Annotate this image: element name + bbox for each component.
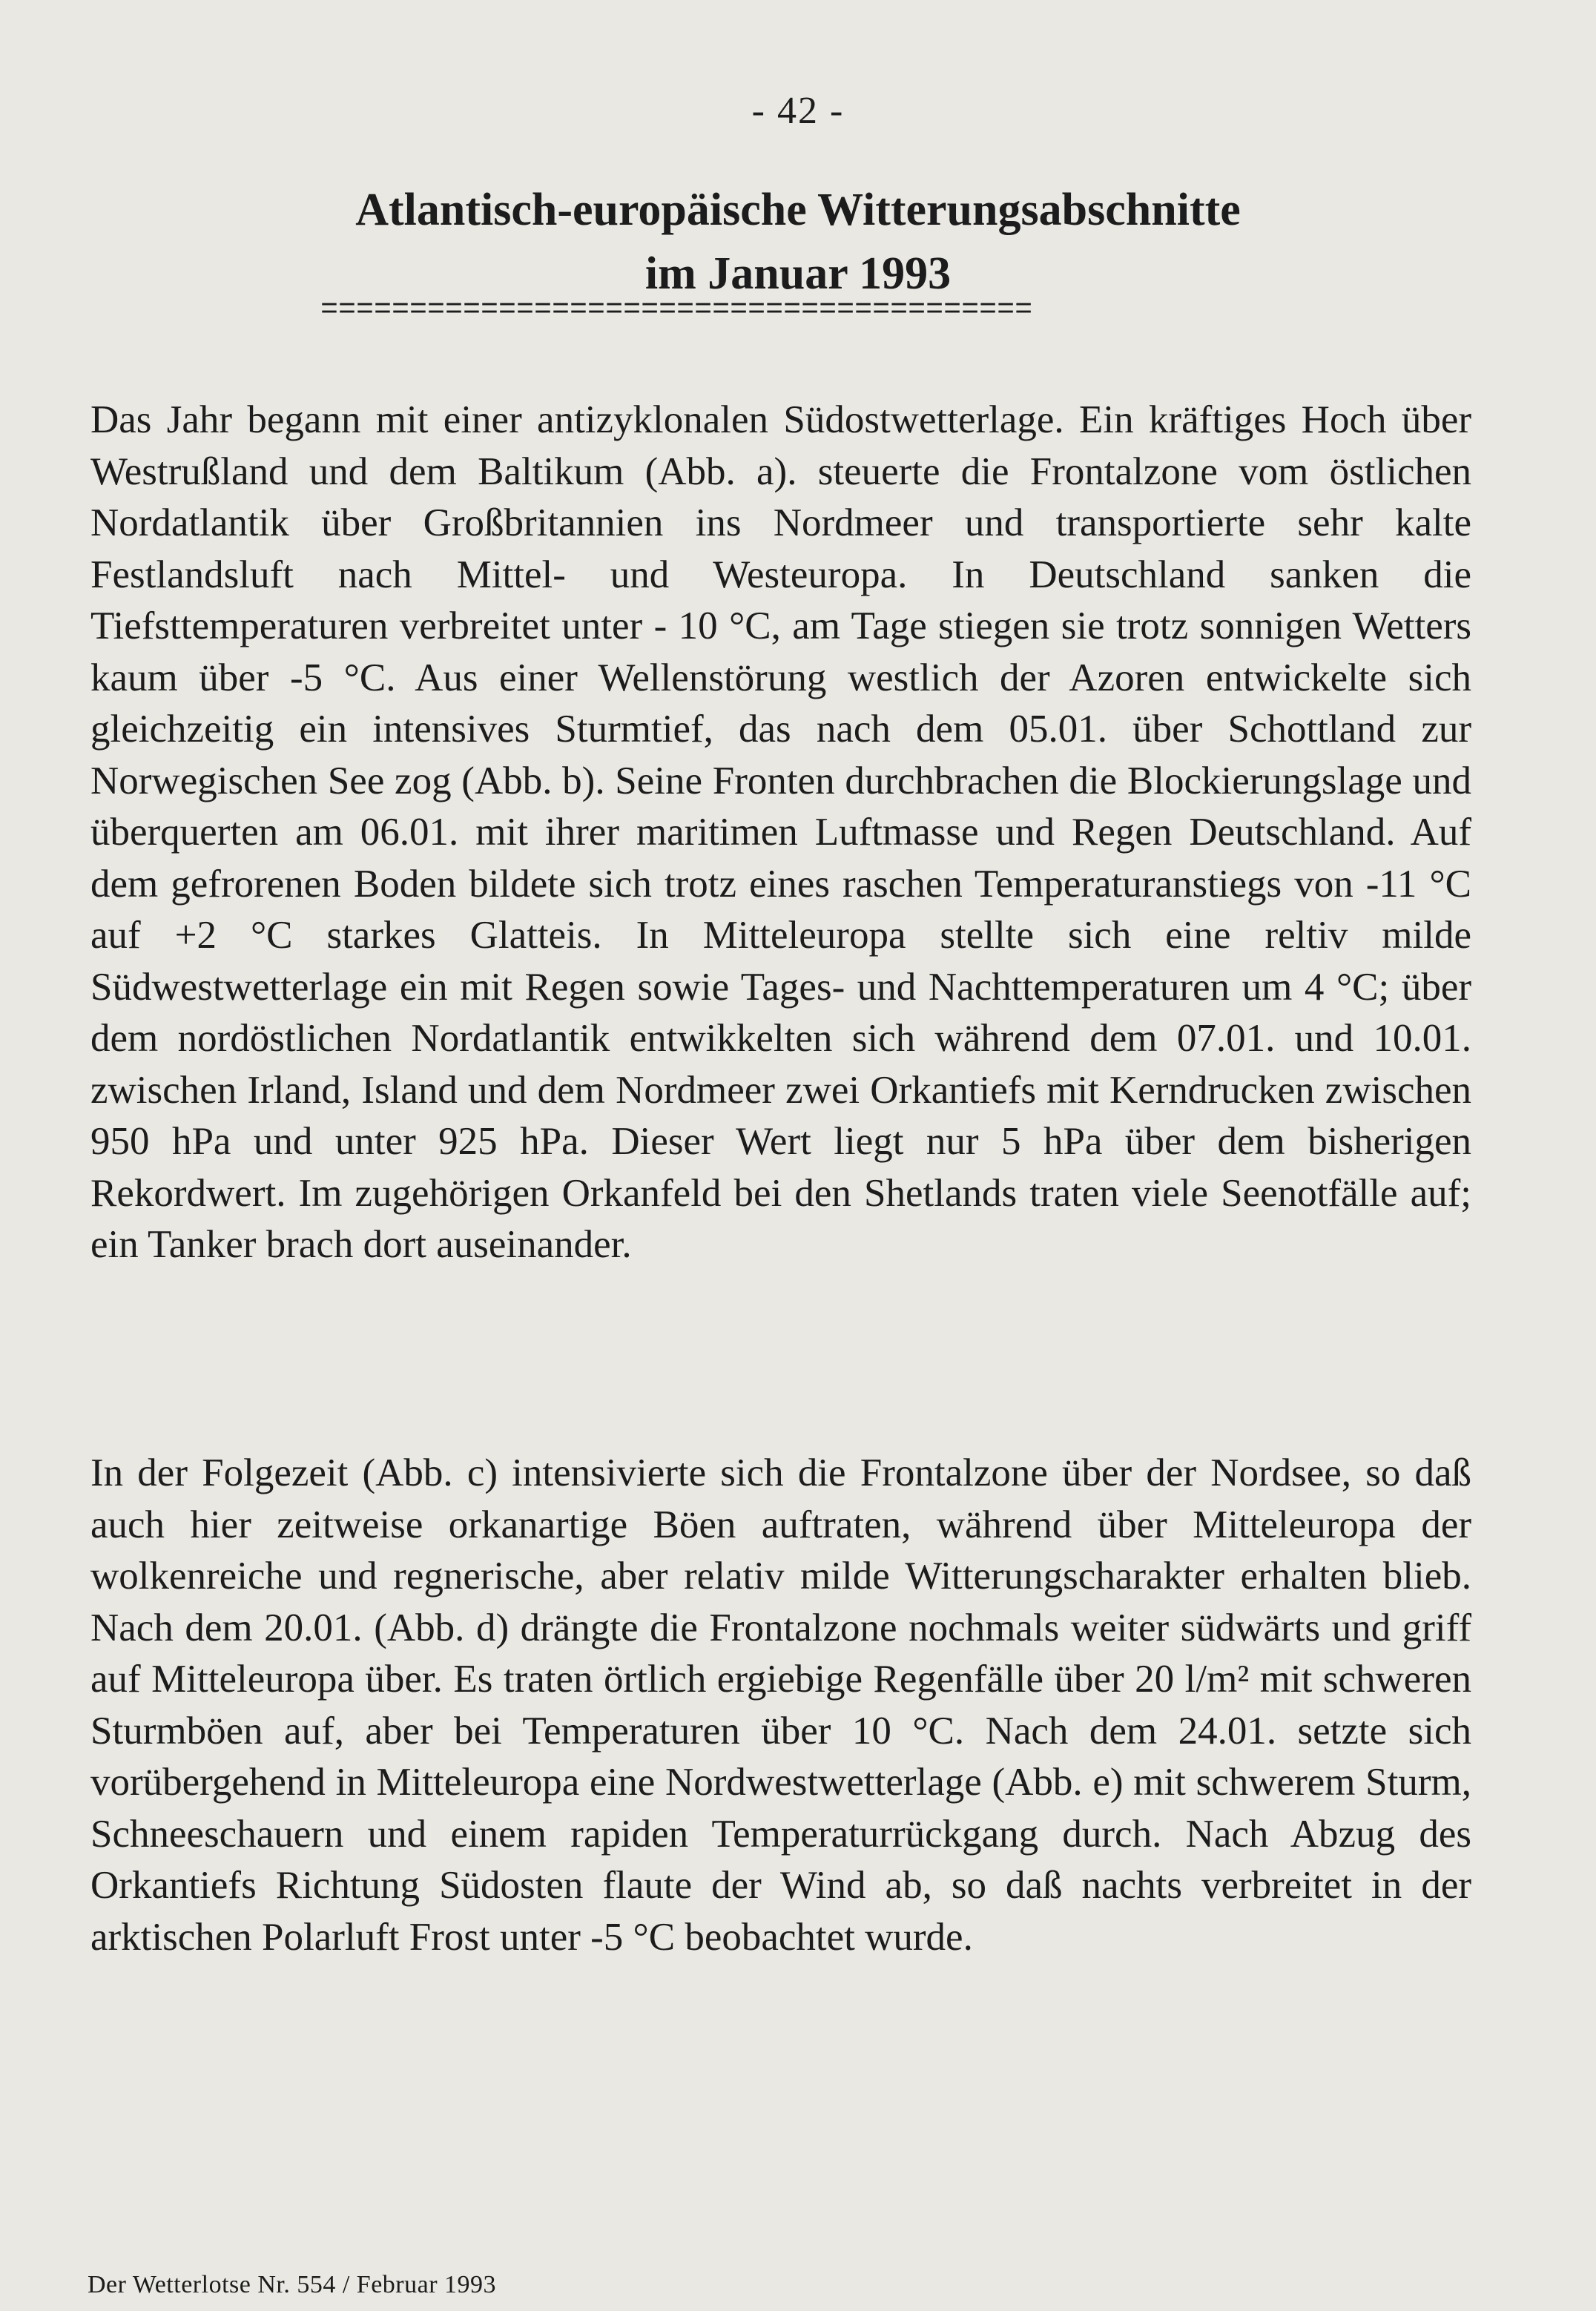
page-number: - 42 - bbox=[751, 90, 845, 132]
body-paragraph-1 bbox=[90, 395, 1471, 1271]
page-footer: Der Wetterlotse Nr. 554 / Februar 1993 bbox=[88, 2271, 497, 2298]
title-underline-rule: ======================================== bbox=[320, 300, 1033, 322]
title-line-2: im Januar 1993 bbox=[644, 248, 952, 299]
body-paragraph-2 bbox=[90, 1448, 1471, 1963]
page-title bbox=[0, 178, 1596, 306]
paragraph-text: Das Jahr begann mit einer antizyklonalen Südostwetterlage. Ein kräftiges Hoch über Westrußland und dem Baltikum (Abb. a). steuerte die Frontalzone vom östlichen Nordatlantik über Großbritannien ins Nordmeer und transportierte sehr kalte Festlandsluft nach Mittel- und Westeuropa. In Deutschland sanken die Tiefsttemperaturen verbreitet unter - 10 °C, am Tage stiegen sie trotz sonnigen Wetters kaum über -5 °C. Aus einer Wellenstörung westlich der Azoren entwickelte sich gleichzeitig ein intensives Sturmtief, das nach dem 05.01. über Schottland zur Norwegischen See zog (Abb. b). Seine Fronten durchbrachen die Blockierungslage und überquerten am 06.01. mit ihrer maritimen Luftmasse und Regen Deutschland. Auf dem gefrorenen Boden bildete sich trotz eines raschen Temperaturanstiegs von -11 °C auf +2 °C starkes Glatteis. In Mitteleuropa stellte sich eine reltiv milde Südwestwetterlage ein mit Regen sowie Tages- und Nachttemperaturen um 4 °C; über dem nordöstlichen Nordatlantik entwikkelten sich während dem 07.01. und 10.01. zwischen Irland, Island und dem Nordmeer zwei Orkantiefs mit Kerndrucken zwischen 950 hPa und unter 925 hPa. Dieser Wert liegt nur 5 hPa über dem bisherigen Rekordwert. Im zugehörigen Orkanfeld bei den Shetlands traten viele Seenotfälle auf; ein Tanker brach dort auseinander. bbox=[90, 398, 1471, 1266]
paragraph-text: In der Folgezeit (Abb. c) intensivierte sich die Frontalzone über der Nordsee, so daß auch hier zeitweise orkanartige Böen auftraten, während über Mitteleuropa der wolkenreiche und regnerische, aber relativ milde Witterungscharakter erhalten blieb. Nach dem 20.01. (Abb. d) drängte die Frontalzone nochmals weiter südwärts und griff auf Mitteleuropa über. Es traten örtlich ergiebige Regenfälle über 20 l/m² mit schweren Sturmböen auf, aber bei Temperaturen über 10 °C. Nach dem 24.01. setzte sich vorübergehend in Mitteleuropa eine Nordwestwetterlage (Abb. e) mit schwerem Sturm, Schneeschauern und einem rapiden Temperaturrückgang durch. Nach Abzug des Orkantiefs Richtung Südosten flaute der Wind ab, so daß nachts verbreitet in der arktischen Polarluft Frost unter -5 °C beobachtet wurde. bbox=[90, 1451, 1471, 1959]
title-line-1: Atlantisch-europäische Witterungsabschnitte bbox=[355, 185, 1241, 235]
